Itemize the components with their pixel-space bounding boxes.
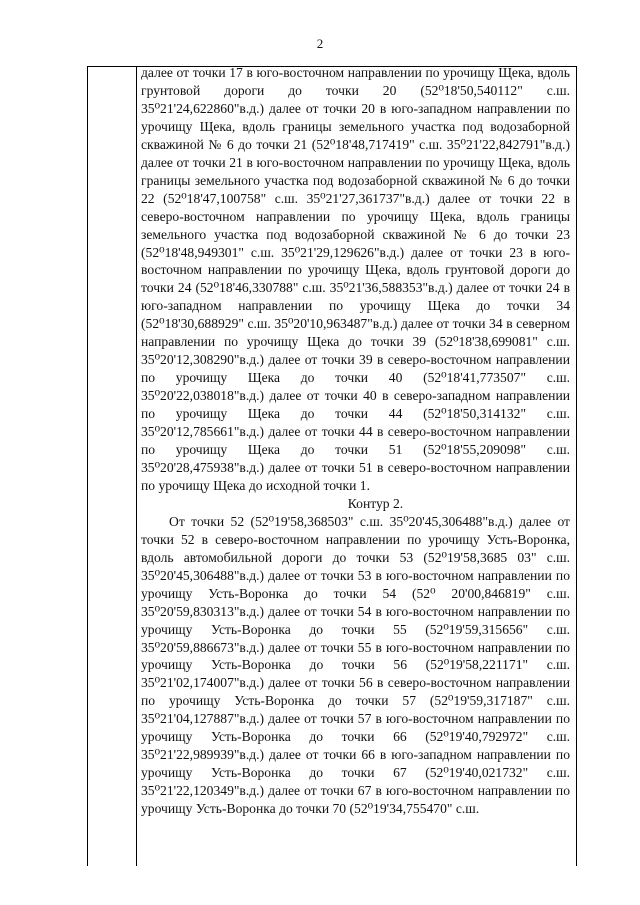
page-number: 2 [316, 36, 324, 51]
table-column-divider [136, 66, 137, 866]
boundary-description-cell [141, 64, 570, 818]
contour-2-text: От точки 52 (52⁰19'58,368503" с.ш. 35⁰20'45,306488"в.д.) далее от точки 52 в северо-восточном направлении по урочищу Усть-Воронка, вдоль автомобильной дороги до точки 53 (52⁰19'58,3685 03" с.ш. 35⁰20'45,306488"в.д.) далее от точки 53 в юго-восточном направлении по урочищу Усть-Воронка до точки 54 (52⁰ 20'00,846819" с.ш. 35⁰20'59,830313"в.д.) далее от точки 54 в юго-восточном направлении по урочищу Усть-Воронка до точки 55 (52⁰19'59,315656" с.ш. 35⁰20'59,886673"в.д.) далее от точки 55 в юго-восточном направлении по урочищу Усть-Воронка до точки 56 (52⁰19'58,221171" с.ш. 35⁰21'02,174007"в.д.) далее от точки 56 в северо-восточном направлении по урочищу Усть-Воронка до точки 57 (52⁰19'59,317187" с.ш. 35⁰21'04,127887"в.д.) далее от точки 57 в юго-восточном направлении по урочищу Усть-Воронка до точки 66 (52⁰19'40,792972" с.ш. 35⁰21'22,989939"в.д.) далее от точки 66 в юго-западном направлении по урочищу Усть-Воронка до точки 67 (52⁰19'40,021732" с.ш. 35⁰21'22,120349"в.д.) далее от точки 67 в юго-восточном направлении по урочищу Усть-Воронка до точки 70 (52⁰19'34,755470" с.ш. [141, 513, 570, 817]
contour-1-continuation-text: далее от точки 17 в юго-восточном направлении по урочищу Щека, вдоль грунтовой дороги до точки 20 (52⁰18'50,540112" с.ш. 35⁰21'24,622860"в.д.) далее от точки 20 в юго-западном направлении по урочищу Щека, вдоль границы земельного участка под водозаборной скважиной № 6 до точки 21 (52⁰18'48,717419" с.ш. 35⁰21'22,842791"в.д.) далее от точки 21 в юго-восточном направлении по урочищу Щека, вдоль границы земельного участка под водозаборной скважиной № 6 до точки 22 (52⁰18'47,100758" с.ш. 35⁰21'27,361737"в.д.) далее от точки 22 в северо-восточном направлении по урочищу Щека, вдоль границы земельного участка под водозаборной скважиной № 6 до точки 23 (52⁰18'48,949301" с.ш. 35⁰21'29,129626"в.д.) далее от точки 23 в юго-восточном направлении по урочищу Щека, вдоль грунтовой дороги до точки 24 (52⁰18'46,330788" с.ш. 35⁰21'36,588353"в.д.) далее от точки 24 в юго-западном направлении по урочищу Щека до точки 34 (52⁰18'30,688929" с.ш. 35⁰20'10,963487"в.д.) далее от точки 34 в северном направлении по урочищу Щека до точки 39 (52⁰18'38,699081" с.ш. 35⁰20'12,308290"в.д.) далее от точки 39 в северо-восточном направлении по урочищу Щека до точки 40 (52⁰18'41,773507" с.ш. 35⁰20'22,038018"в.д.) далее от точки 40 в северо-западном направлении по урочищу Щека до точки 44 (52⁰18'50,314132" с.ш. 35⁰20'12,785661"в.д.) далее от точки 44 в северо-восточном направлении по урочищу Щека до точки 51 (52⁰18'55,209098" с.ш. 35⁰20'28,475938"в.д.) далее от точки 51 в северо-восточном направлении по урочищу Щека до исходной точки 1. [141, 65, 570, 493]
contour-2-heading: Контур 2. [347, 495, 404, 511]
